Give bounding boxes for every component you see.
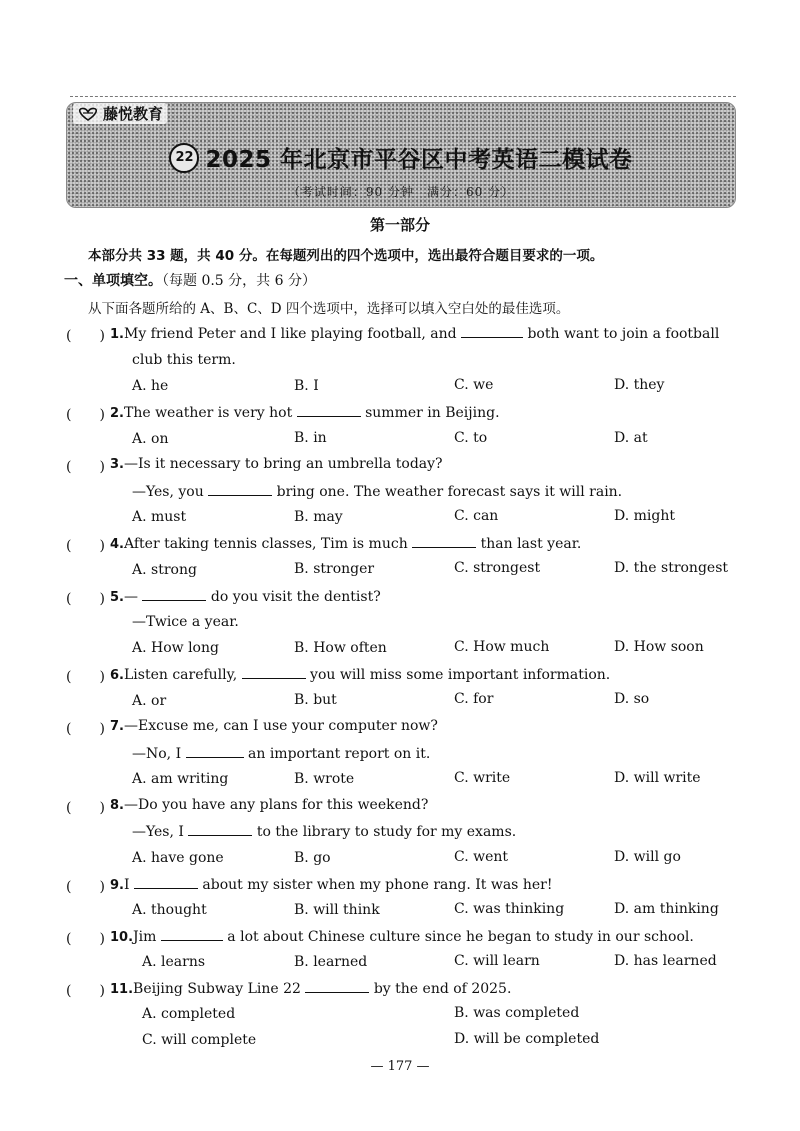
option-a: A. strong [132,562,197,578]
question-stem-cont: club this term. [132,352,236,368]
question-stem: 3.—Is it necessary to bring an umbrella today? [110,456,443,472]
section-instruction: 从下面各题所给的 A、B、C、D 四个选项中，选择可以填入空白处的最佳选项。 [88,301,570,317]
question-stem: 5.— do you visit the dentist? [110,589,381,605]
answer-blank [242,666,306,679]
part-intro: 本部分共 33 题，共 40 分。在每题列出的四个选项中，选出最符合题目要求的一项。 [88,248,604,264]
answer-bracket[interactable]: ( ) [66,591,105,607]
answer-blank [412,535,476,548]
option-d: D. will be completed [454,1031,600,1047]
answer-blank [186,745,244,758]
question-stem-cont: —Yes, you bring one. The weather forecast says it will rain. [132,484,623,500]
question-stem-cont: —Twice a year. [132,614,239,630]
exam-info: （考试时间：90 分钟 满分：60 分） [287,185,515,199]
option-c: C. will complete [142,1032,257,1048]
option-a: A. on [132,431,169,447]
option-c: C. write [454,770,511,786]
question-stem: 1.My friend Peter and I like playing football, and both want to join a football [110,326,720,342]
question-stem: 7.—Excuse me, can I use your computer now? [110,718,438,734]
answer-blank [461,325,523,338]
option-d: D. might [614,508,675,524]
option-a: A. thought [132,902,207,918]
question-stem-cont: —No, I an important report on it. [132,746,431,762]
option-a: A. have gone [132,850,224,866]
option-c: C. strongest [454,560,541,576]
option-d: D. will go [614,849,681,865]
option-c: C. we [454,377,494,393]
answer-bracket[interactable]: ( ) [66,669,105,685]
option-a: A. must [132,509,187,525]
answer-blank [208,483,272,496]
option-b: B. in [294,430,327,446]
answer-bracket[interactable]: ( ) [66,931,105,947]
option-b: B. I [294,378,319,394]
option-c: C. can [454,508,499,524]
answer-bracket[interactable]: ( ) [66,800,105,816]
page-number: — 177 — [370,1059,430,1074]
option-a: A. or [132,693,167,709]
answer-bracket[interactable]: ( ) [66,983,105,999]
answer-blank [161,928,223,941]
option-c: C. to [454,430,488,446]
option-d: D. they [614,377,665,393]
answer-blank [188,823,252,836]
option-d: D. the strongest [614,560,729,576]
question-stem: 11.Beijing Subway Line 22 by the end of 2025. [110,981,512,997]
option-d: D. will write [614,770,701,786]
option-a: A. he [132,378,169,394]
option-d: D. has learned [614,953,717,969]
question-stem: 6.Listen carefully, you will miss some important information. [110,667,611,683]
option-b: B. How often [294,640,387,656]
paper-title: 2025 年北京市平谷区中考英语二模试卷 [205,147,633,173]
paper-number-badge: 22 [169,143,199,173]
option-b: B. learned [294,954,368,970]
question-stem: 2.The weather is very hot summer in Beijing. [110,405,500,421]
title-banner [66,102,736,208]
question-stem: 9.I about my sister when my phone rang. It was her! [110,877,553,893]
question-stem: 4.After taking tennis classes, Tim is much than last year. [110,536,582,552]
option-b: B. but [294,692,337,708]
option-c: C. How much [454,639,550,655]
title-row [67,141,735,174]
question-stem-cont: —Yes, I to the library to study for my exams. [132,824,517,840]
brand [73,103,167,124]
brand-logo-icon [77,107,99,121]
answer-blank [142,588,206,601]
option-b: B. wrote [294,771,355,787]
option-d: D. am thinking [614,901,719,917]
answer-bracket[interactable]: ( ) [66,328,105,344]
option-a: A. How long [132,640,219,656]
answer-blank [134,876,198,889]
answer-bracket[interactable]: ( ) [66,721,105,737]
answer-blank [305,980,369,993]
option-b: B. may [294,509,343,525]
header-rule [70,96,736,97]
option-d: D. How soon [614,639,704,655]
part-title: 第一部分 [369,216,430,234]
option-b: B. stronger [294,561,375,577]
option-b: B. was completed [454,1005,580,1021]
section-title [64,270,316,290]
answer-bracket[interactable]: ( ) [66,407,105,423]
option-b: B. will think [294,902,380,918]
answer-bracket[interactable]: ( ) [66,879,105,895]
option-d: D. at [614,430,648,446]
option-c: C. will learn [454,953,540,969]
section-heading: 一、单项填空。 [64,273,162,289]
option-d: D. so [614,691,650,707]
option-a: A. completed [142,1006,236,1022]
answer-bracket[interactable]: ( ) [66,538,105,554]
option-c: C. for [454,691,494,707]
question-stem: 10.Jim a lot about Chinese culture since he began to study in our school. [110,929,694,945]
section-score-note: （每题 0.5 分，共 6 分） [162,273,316,289]
brand-name: 藤悦教育 [103,105,164,123]
question-stem: 8.—Do you have any plans for this weekend? [110,797,429,813]
option-a: A. am writing [132,771,229,787]
option-b: B. go [294,850,331,866]
answer-bracket[interactable]: ( ) [66,459,105,475]
option-a: A. learns [142,954,206,970]
answer-blank [297,404,361,417]
option-c: C. went [454,849,509,865]
option-c: C. was thinking [454,901,565,917]
